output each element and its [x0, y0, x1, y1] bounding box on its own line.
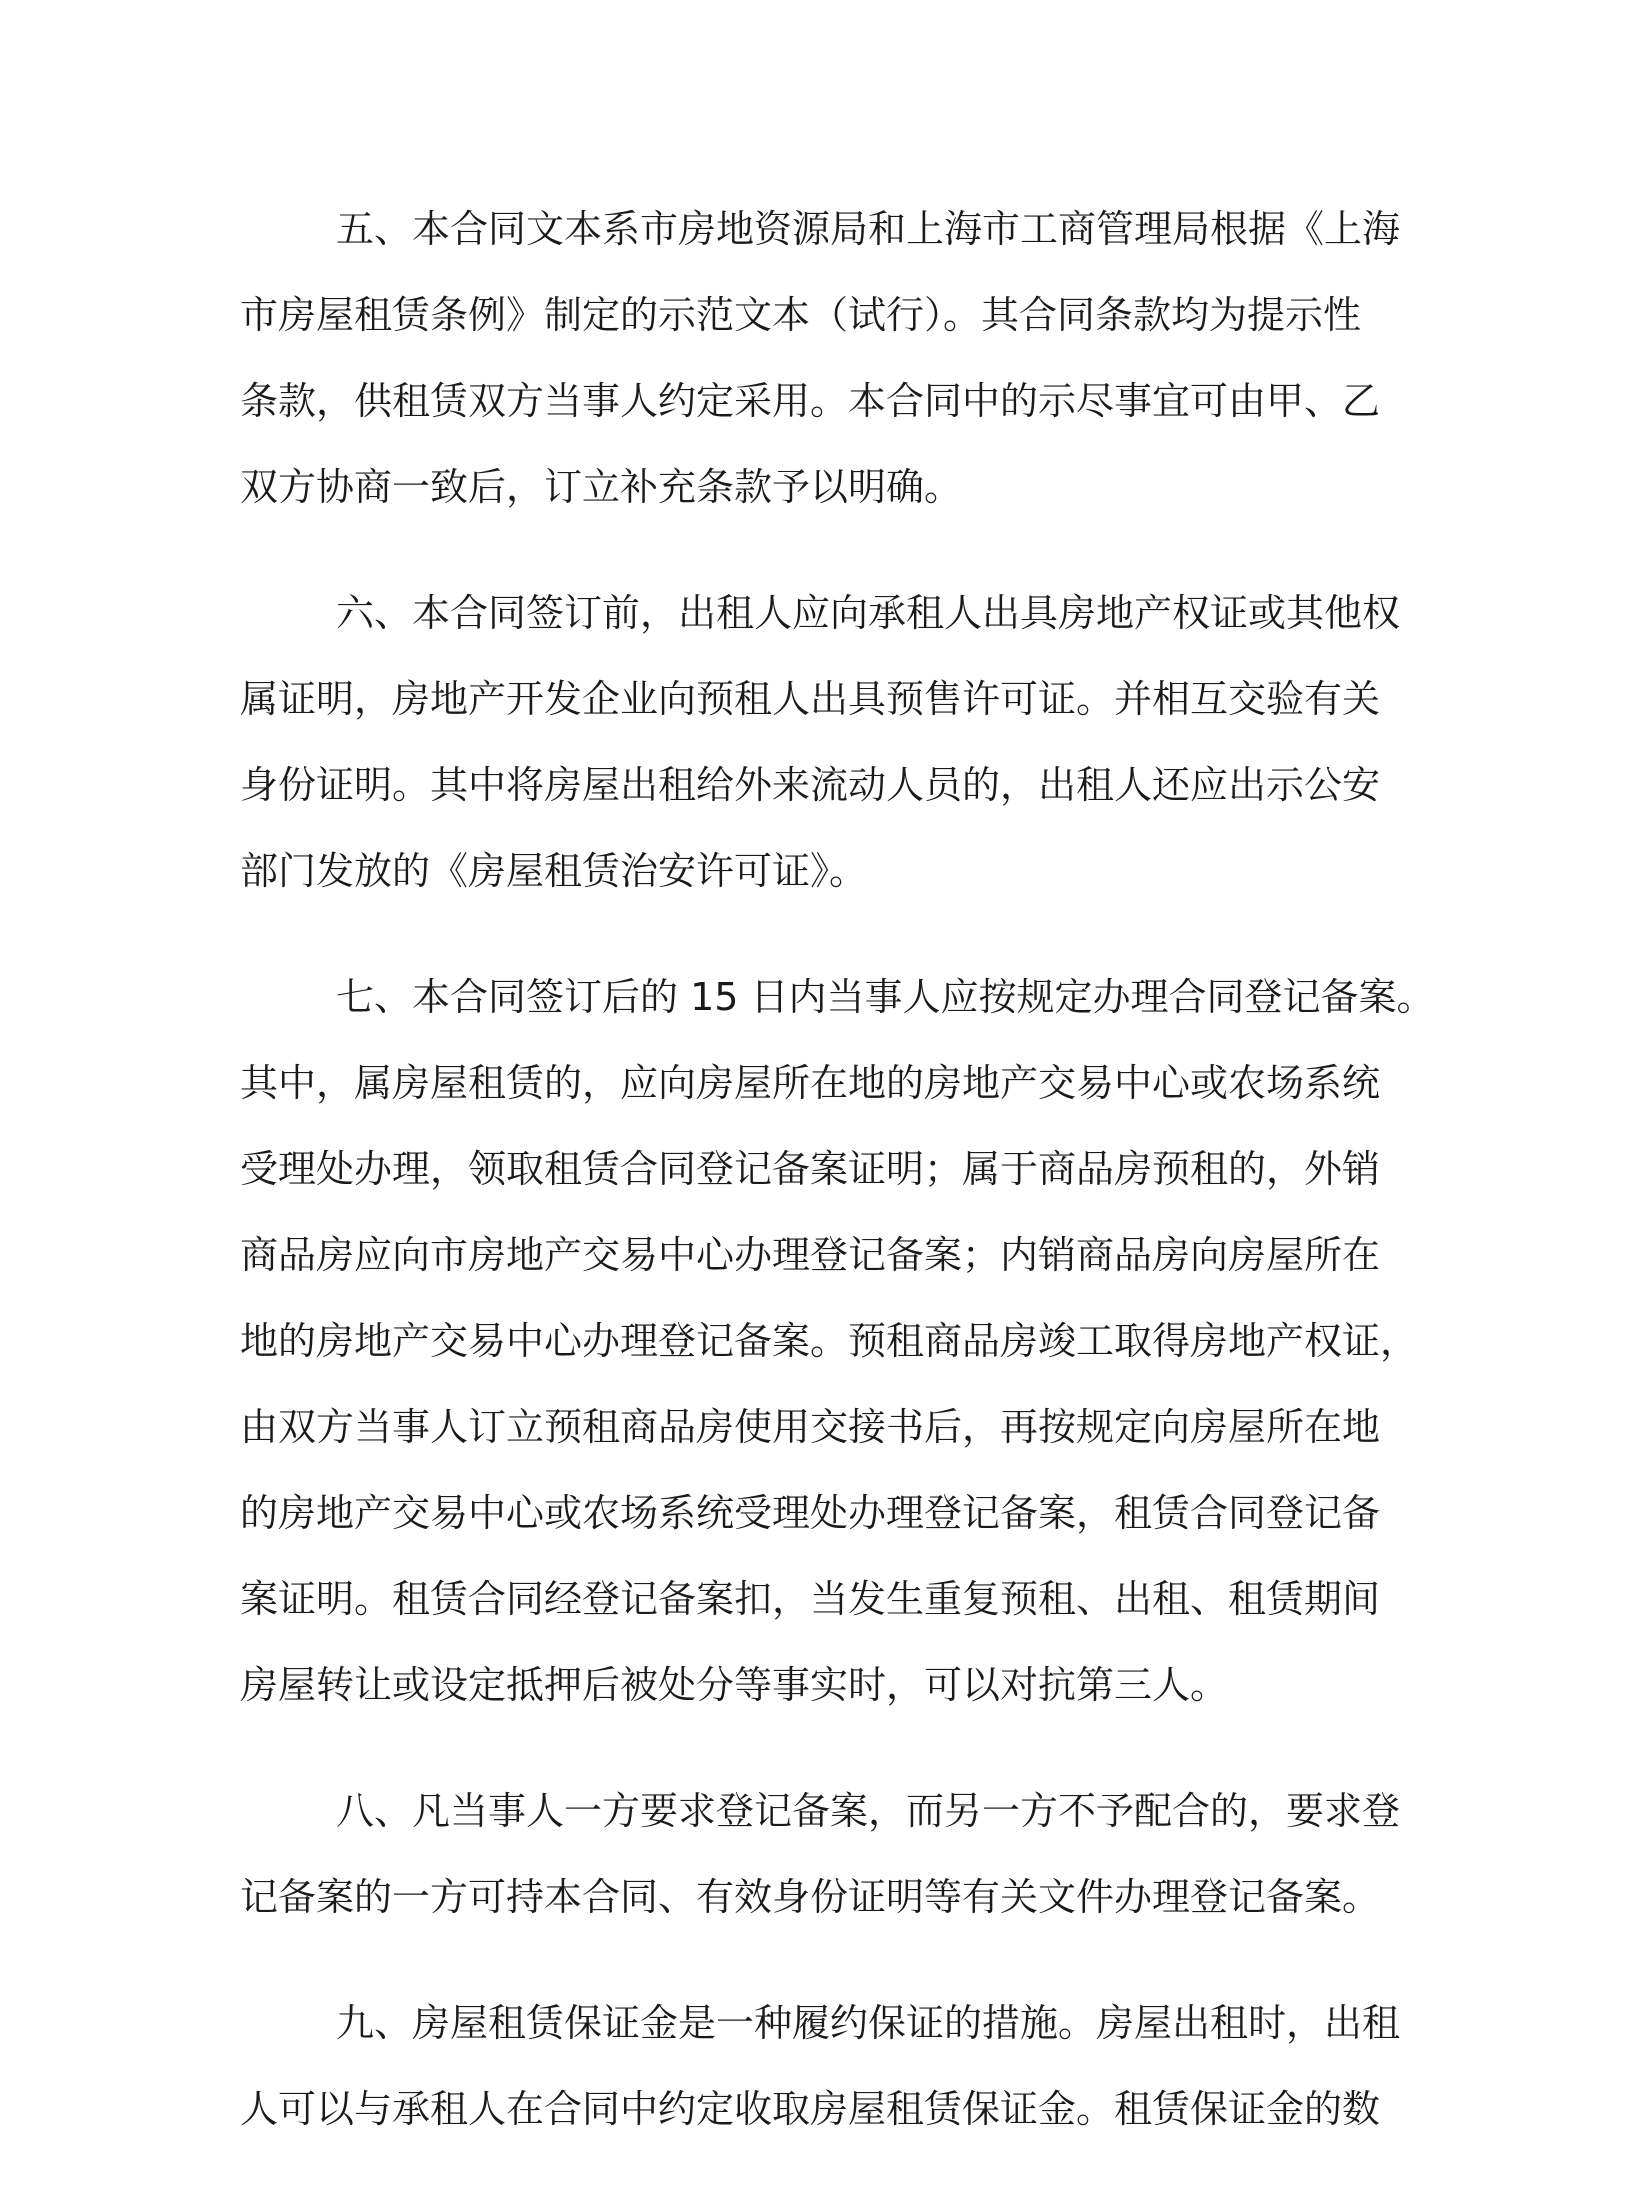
text-line: 的房地产交易中心或农场系统受理处办理登记备案，租赁合同登记备 [240, 1491, 1381, 1535]
text-line: 市房屋租赁条例》制定的示范文本（试行）。其合同条款均为提示性 [240, 293, 1362, 337]
text-line: 五、本合同文本系市房地资源局和上海市工商管理局根据《上海 [336, 207, 1401, 251]
paragraph-6 [240, 570, 1400, 914]
text-line: 记备案的一方可持本合同、有效身份证明等有关文件办理登记备案。 [240, 1875, 1381, 1919]
text-line: 八、凡当事人一方要求登记备案，而另一方不予配合的，要求登 [336, 1789, 1401, 1833]
text-line: 房屋转让或设定抵押后被处分等事实时，可以对抗第三人。 [240, 1663, 1229, 1707]
paragraph-7 [240, 954, 1435, 1728]
text-line: 身份证明。其中将房屋出租给外来流动人员的，出租人还应出示公安 [240, 763, 1381, 807]
text-line: 人可以与承租人在合同中约定收取房屋租赁保证金。租赁保证金的数 [240, 2087, 1381, 2131]
text-line: 双方协商一致后，订立补充条款予以明确。 [240, 465, 963, 509]
paragraph-8 [240, 1768, 1400, 1940]
text-line: 六、本合同签订前，出租人应向承租人出具房地产权证或其他权 [336, 591, 1401, 635]
text-line: 条款，供租赁双方当事人约定采用。本合同中的示尽事宜可由甲、乙 [240, 379, 1381, 423]
text-line: 地的房地产交易中心办理登记备案。预租商品房竣工取得房地产权证， [240, 1319, 1419, 1363]
text-line: 由双方当事人订立预租商品房使用交接书后，再按规定向房屋所在地 [240, 1405, 1381, 1449]
text-line: 属证明，房地产开发企业向预租人出具预售许可证。并相互交验有关 [240, 677, 1381, 721]
text-line: 七、本合同签订后的 15 日内当事人应按规定办理合同登记备案。 [336, 975, 1435, 1019]
text-line: 案证明。租赁合同经登记备案扣，当发生重复预租、出租、租赁期间 [240, 1577, 1381, 1621]
text-line: 其中，属房屋租赁的，应向房屋所在地的房地产交易中心或农场系统 [240, 1061, 1381, 1105]
text-line: 九、房屋租赁保证金是一种履约保证的措施。房屋出租时，出租 [336, 2001, 1401, 2045]
text-line: 商品房应向市房地产交易中心办理登记备案；内销商品房向房屋所在 [240, 1233, 1381, 1277]
contract-notes-body [240, 186, 1435, 2192]
text-line: 部门发放的《房屋租赁治安许可证》。 [240, 849, 868, 893]
paragraph-9 [240, 1980, 1400, 2152]
text-line: 受理处办理，领取租赁合同登记备案证明；属于商品房预租的，外销 [240, 1147, 1381, 1191]
paragraph-5 [240, 186, 1400, 530]
